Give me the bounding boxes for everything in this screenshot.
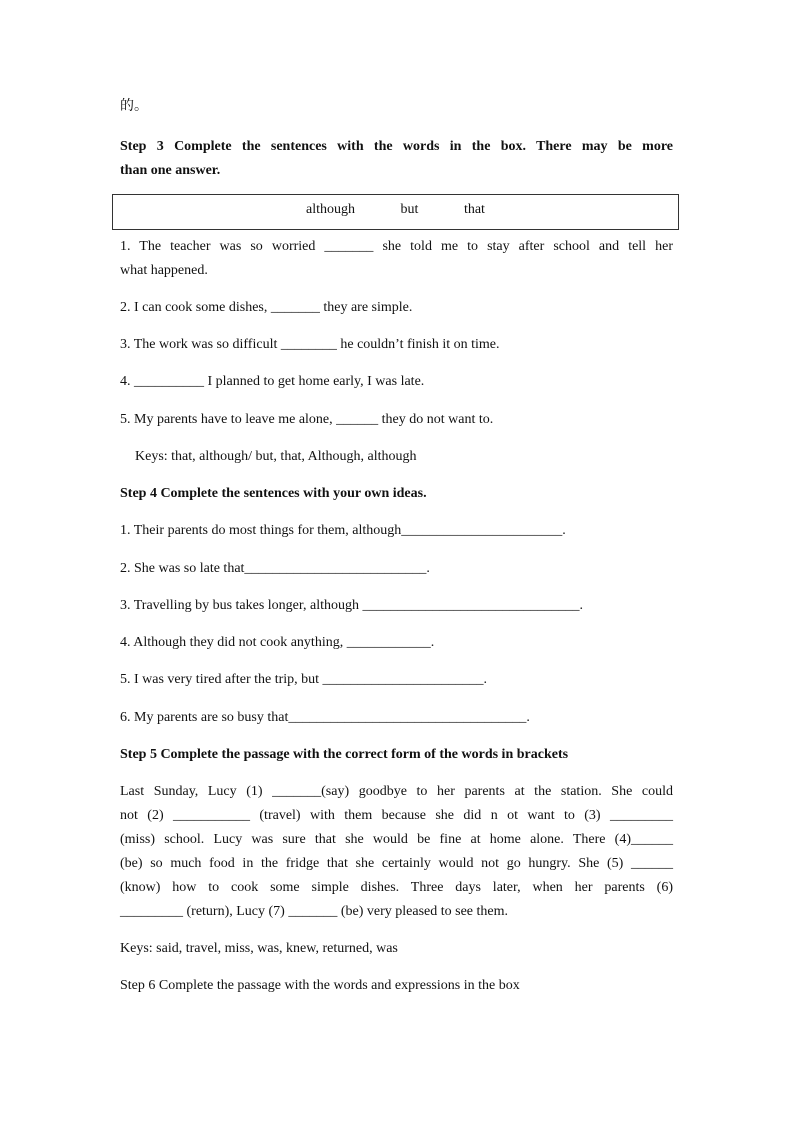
step3-keys: Keys: that, although/ but, that, Although, although [135,449,417,464]
step4-item-3: 3. Travelling by bus takes longer, although _______________________________. [120,598,583,613]
word-box [112,194,679,230]
step5-passage-line3: (miss) school. Lucy was sure that she would be fine at home alone. There (4)______ [120,832,673,847]
step5-passage-line6: _________ (return), Lucy (7) _______ (be) very pleased to see them. [120,904,508,919]
word-box-item: although [306,202,356,217]
step5-keys: Keys: said, travel, miss, was, knew, returned, was [120,941,398,956]
step3-item-4: 4. __________ I planned to get home early, I was late. [120,374,425,389]
step3-item-3: 3. The work was so difficult ________ he couldn’t finish it on time. [120,337,500,352]
step5-passage-line1: Last Sunday, Lucy (1) _______(say) goodbye to her parents at the station. She could [120,784,673,799]
step3-heading-line2: than one answer. [120,163,221,178]
step3-item-1-line1: 1. The teacher was so worried _______ she told me to stay after school and tell her [120,239,673,254]
step3-item-2: 2. I can cook some dishes, _______ they are simple. [120,300,413,315]
step3-heading-line1: Step 3 Complete the sentences with the words in the box. There may be more [120,139,673,154]
step3-item-5: 5. My parents have to leave me alone, ______ they do not want to. [120,412,494,427]
step4-item-2: 2. She was so late that__________________________. [120,561,430,576]
intro-fragment: 的。 [120,99,148,114]
step4-heading: Step 4 Complete the sentences with your own ideas. [120,486,427,501]
step4-item-6: 6. My parents are so busy that__________________________________. [120,710,530,725]
step5-passage-line4: (be) so much food in the fridge that she certainly would not go hungry. She (5) ______ [120,856,673,871]
step4-item-4: 4. Although they did not cook anything, ____________. [120,635,435,650]
step4-item-1: 1. Their parents do most things for them, although_______________________. [120,523,566,538]
step4-item-5: 5. I was very tired after the trip, but _______________________. [120,672,488,687]
step6-heading: Step 6 Complete the passage with the words and expressions in the box [120,978,520,993]
word-box-item: but [400,202,419,217]
step5-passage-line2: not (2) ___________ (travel) with them because she did n ot want to (3) _________ [120,808,673,823]
word-box-words [113,202,678,218]
word-box-item: that [463,202,485,217]
step3-item-1-line2: what happened. [120,263,208,278]
step5-passage-line5: (know) how to cook some simple dishes. Three days later, when her parents (6) [120,880,673,895]
step5-heading: Step 5 Complete the passage with the correct form of the words in brackets [120,747,569,762]
